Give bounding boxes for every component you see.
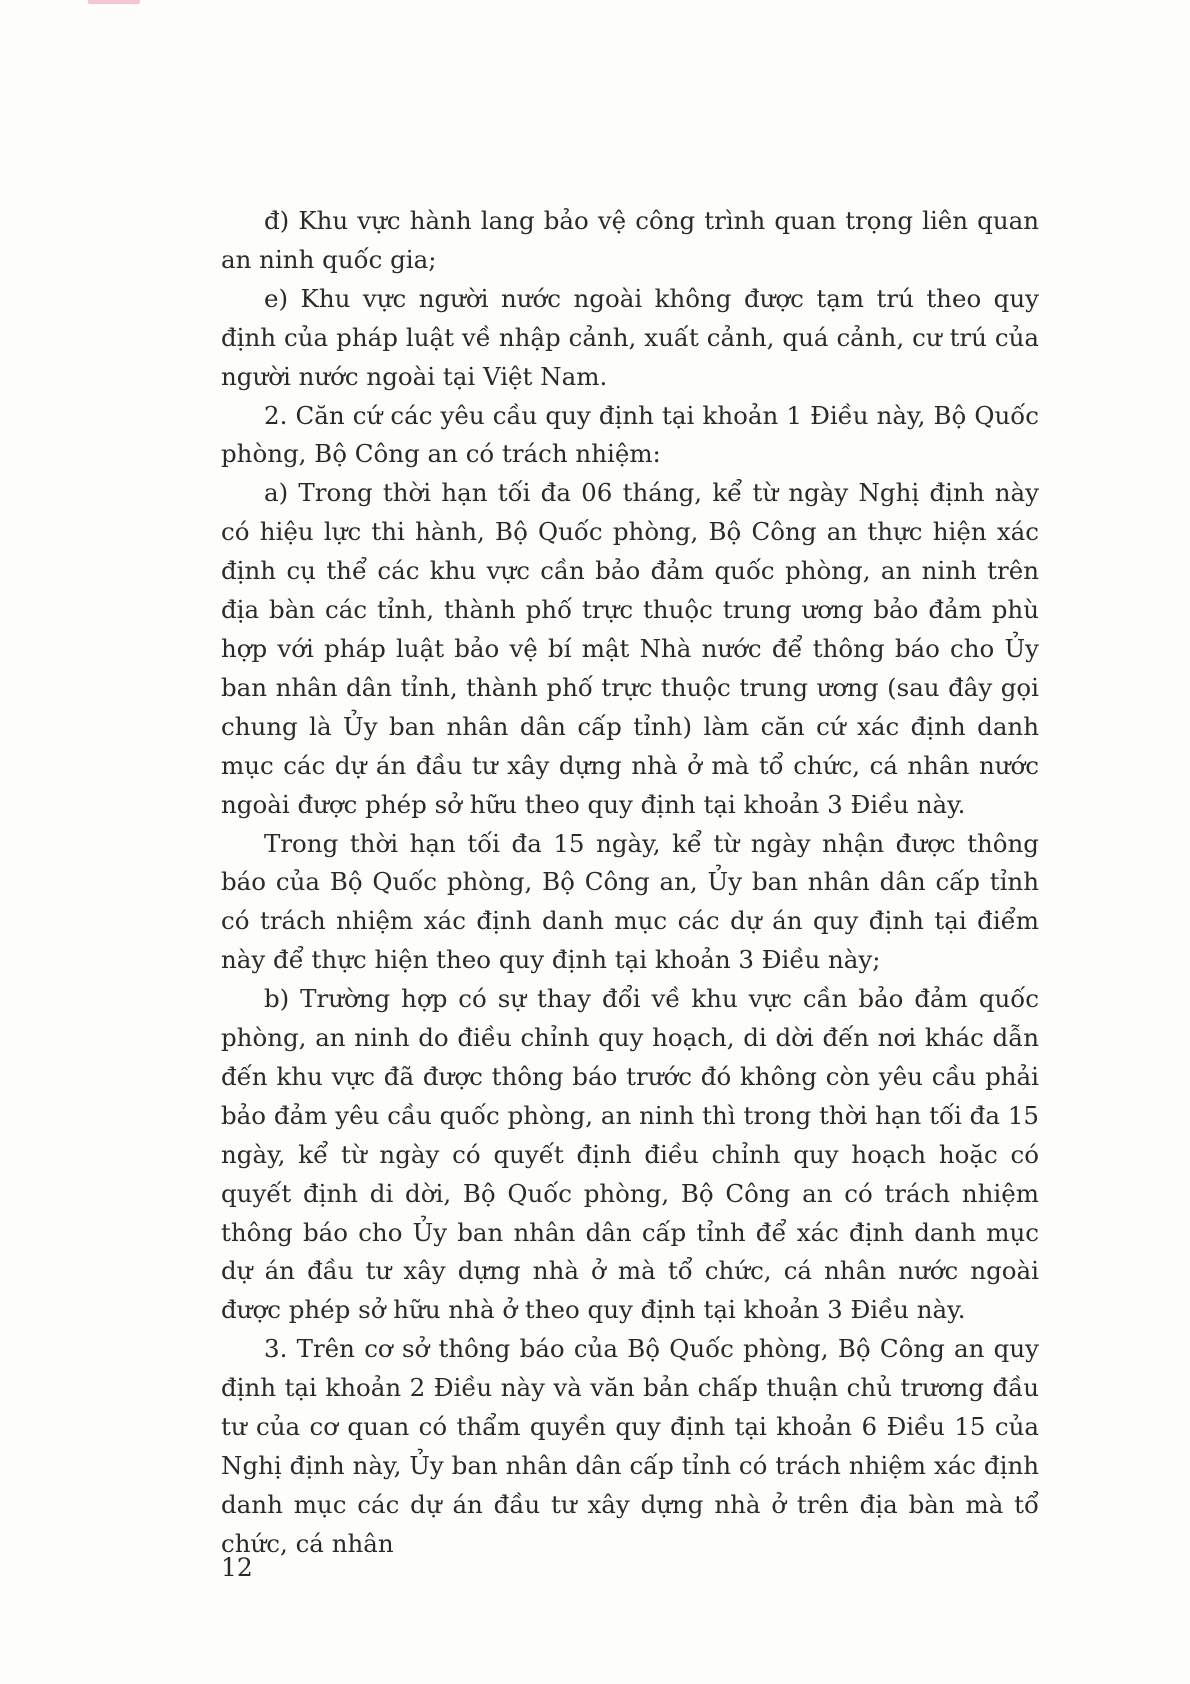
page-number: 12 [221, 1553, 253, 1582]
body-text [221, 202, 1039, 1564]
paragraph-2a-continued: Trong thời hạn tối đa 15 ngày, kể từ ngày nhận được thông báo của Bộ Quốc phòng, Bộ Công an, Ủy ban nhân dân cấp tỉnh có trách nhiệm xác định danh mục các dự án quy định tại điểm này để thực hiện theo quy định tại khoản 3 Điều này; [221, 828, 1039, 975]
paragraph-e: e) Khu vực người nước ngoài không được tạm trú theo quy định của pháp luật về nhập cảnh, xuất cảnh, quá cảnh, cư trú của người nước ngoài tại Việt Nam. [221, 283, 1039, 391]
scan-edge-mark [88, 0, 140, 4]
paragraph-d: đ) Khu vực hành lang bảo vệ công trình quan trọng liên quan an ninh quốc gia; [221, 206, 1039, 274]
paragraph-3: 3. Trên cơ sở thông báo của Bộ Quốc phòng, Bộ Công an quy định tại khoản 2 Điều này và văn bản chấp thuận chủ trương đầu tư của cơ quan có thẩm quyền quy định tại khoản 6 Điều 15 của Nghị định này, Ủy ban nhân dân cấp tỉnh có trách nhiệm xác định danh mục các dự án đầu tư xây dựng nhà ở trên địa bàn mà tổ chức, cá nhân [221, 1334, 1039, 1558]
paragraph-2a: a) Trong thời hạn tối đa 06 tháng, kể từ ngày Nghị định này có hiệu lực thi hành, Bộ Quốc phòng, Bộ Công an thực hiện xác định cụ thể các khu vực cần bảo đảm quốc phòng, an ninh trên địa bàn các tỉnh, thành phố trực thuộc trung ương bảo đảm phù hợp với pháp luật bảo vệ bí mật Nhà nước để thông báo cho Ủy ban nhân dân tỉnh, thành phố trực thuộc trung ương (sau đây gọi chung là Ủy ban nhân dân cấp tỉnh) làm căn cứ xác định danh mục các dự án đầu tư xây dựng nhà ở mà tổ chức, cá nhân nước ngoài được phép sở hữu theo quy định tại khoản 3 Điều này. [221, 478, 1039, 819]
paragraph-2b: b) Trường hợp có sự thay đổi về khu vực cần bảo đảm quốc phòng, an ninh do điều chỉnh quy hoạch, di dời đến nơi khác dẫn đến khu vực đã được thông báo trước đó không còn yêu cầu phải bảo đảm yêu cầu quốc phòng, an ninh thì trong thời hạn tối đa 15 ngày, kể từ ngày có quyết định điều chỉnh quy hoạch hoặc có quyết định di dời, Bộ Quốc phòng, Bộ Công an có trách nhiệm thông báo cho Ủy ban nhân dân cấp tỉnh để xác định danh mục dự án đầu tư xây dựng nhà ở mà tổ chức, cá nhân nước ngoài được phép sở hữu nhà ở theo quy định tại khoản 3 Điều này. [221, 984, 1039, 1325]
paragraph-2: 2. Căn cứ các yêu cầu quy định tại khoản 1 Điều này, Bộ Quốc phòng, Bộ Công an có trách nhiệm: [221, 400, 1039, 469]
